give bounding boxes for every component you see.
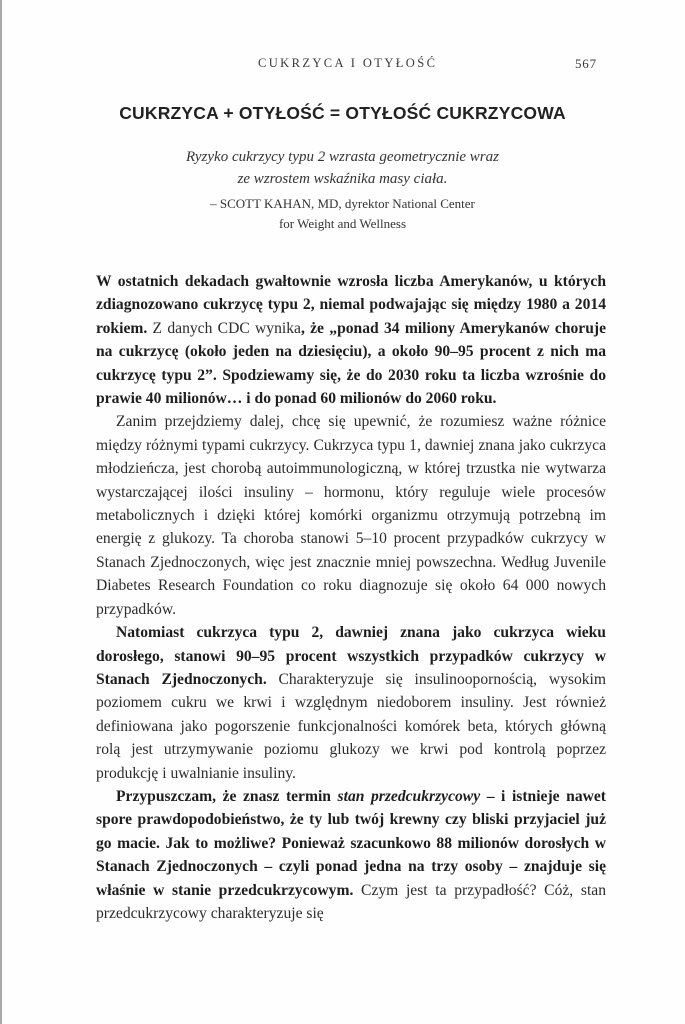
epigraph-quote-line: ze wzrostem wskaźnika masy ciała. — [237, 171, 448, 187]
paragraph-3-bold-lead: Natomiast cukrzyca typu 2, dawniej znana jako cukrzyca wieku dorosłego, stanowi 90–95 procent wszystkich przypadków cukrzycy w Stanach Zjednoczonych. — [96, 624, 606, 688]
paragraph-3-text: Charakteryzuje się insulinoopornością, wysokim poziomem cukru we krwi i względnym niedoborem insuliny. Jest również definiowana jako pogorszenie funkcjonalności komórek beta, których główną rolą jest utrzymywanie poziomu glukozy we krwi pod kontrolą poprzez produkcję i uwalnianie insuliny. — [96, 670, 607, 782]
epigraph-attribution — [120, 194, 565, 233]
page-number: 567 — [575, 56, 597, 71]
paragraph-1-bold-lead: W ostatnich dekadach gwałtownie wzrosła liczba Amerykanów, u których zdiagnozowano cukrzycę typu 2, niemal podwajając się między 1980 a 2014 rokiem. — [96, 273, 606, 337]
paragraph-4-bold-lead: Przypuszczam, że znasz termin — [116, 787, 338, 805]
epigraph-quote — [120, 146, 565, 190]
epigraph — [120, 146, 565, 233]
epigraph-quote-line: Ryzyko cukrzycy typu 2 wzrasta geometrycznie wraz — [186, 149, 499, 165]
epigraph-attribution-line: – SCOTT KAHAN, MD, dyrektor National Center — [210, 196, 475, 211]
running-head — [0, 56, 685, 76]
paragraph-1 — [96, 270, 606, 410]
page-left-edge — [0, 0, 2, 1024]
running-head-title: CUKRZYCA I OTYŁOŚĆ — [258, 56, 438, 70]
epigraph-attribution-line: for Weight and Wellness — [278, 215, 407, 231]
paragraph-4-text: Czym jest ta przypadłość? Cóż, stan przedcukrzycowy charakteryzuje się — [96, 881, 606, 922]
paragraph-3 — [96, 621, 606, 785]
paragraph-1-text: Z danych CDC wynika — [147, 319, 301, 337]
paragraph-4 — [96, 785, 606, 925]
paragraph-2: Zanim przejdziemy dalej, chcę się upewnić, że rozumiesz ważne różnice między różnymi typami cukrzycy. Cukrzyca typu 1, dawniej znana jako cukrzyca młodzieńcza, jest chorobą autoimmunologiczną, w której trzustka nie wytwarza wystarczającej ilości insuliny – hormonu, który reguluje wiele procesów metabolicznych i dzięki której komórki organizmu otrzymują potrzebną im energię z glukozy. Ta choroba stanowi 5–10 procent przypadków cukrzycy w Stanach Zjednoczonych, więc jest znacznie mniej powszechna. Według Juvenile Diabetes Research Foundation co roku diagnozuje się około 64 000 nowych przypadków. — [96, 413, 606, 618]
section-title: CUKRZYCA + OTYŁOŚĆ = OTYŁOŚĆ CUKRZYCOWA — [119, 103, 566, 123]
paragraph-1-bold-quote: , że „ponad 34 miliony Amerykanów choruje na cukrzycę (około jeden na dziesięciu), a około 90–95 procent z nich ma cukrzycę typu 2”. Spodziewamy się, że do 2030 roku ta liczba wzrośnie do prawie 40 milionów… i do ponad 60 milionów do 2060 roku. — [96, 319, 607, 408]
body-text — [96, 270, 606, 925]
paragraph-4-term: stan przedcukrzycowy — [337, 787, 481, 805]
paragraph-4-bold-body: – i istnieje nawet spore prawdopodobieństwo, że ty lub twój krewny czy bliski przyjaciel już go macie. Jak to możliwe? Ponieważ szacunkowo 88 milionów dorosłych w Stanach Zjednoczonych – czyli ponad jedna na trzy osoby – znajduje się właśnie w stanie przedcukrzycowym. — [96, 787, 606, 899]
